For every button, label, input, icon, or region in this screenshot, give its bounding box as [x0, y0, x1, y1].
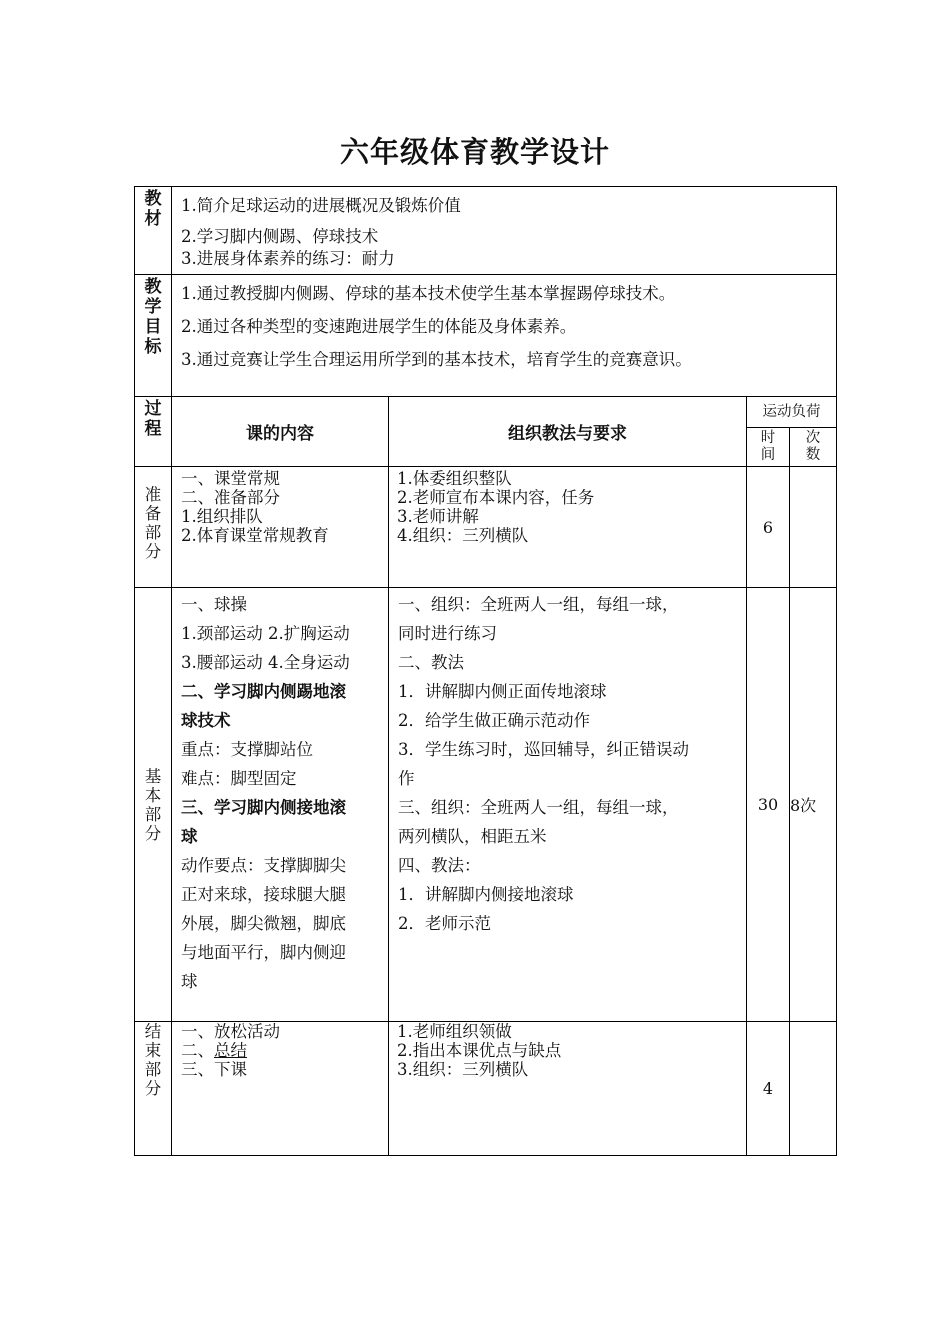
load-header: 运动负荷 — [747, 397, 837, 428]
method-line: 1．讲解脚内侧正面传地滚球 — [398, 682, 607, 701]
method-line: 1.体委组织整队 — [397, 469, 512, 488]
content-line: 1.组织排队 — [181, 507, 263, 526]
content-line: 一、课堂常规 — [181, 469, 280, 488]
method-line: 两列横队，相距五米 — [398, 827, 547, 846]
vertical-label: 结束部分 — [144, 1022, 162, 1098]
content-line: 一、放松活动 — [181, 1022, 280, 1041]
materials-label — [135, 187, 172, 275]
content-line: 3.腰部运动 4.全身运动 — [181, 653, 350, 672]
basic-count: 8次 — [790, 588, 837, 1022]
method-line: 3.老师讲解 — [397, 507, 479, 526]
content-line: 1.颈部运动 2.扩胸运动 — [181, 624, 350, 643]
content-line: 球 — [181, 972, 198, 991]
method-line: 1.老师组织领做 — [397, 1022, 512, 1041]
content-line: 一、球操 — [181, 595, 247, 614]
objective-item: 3.通过竞赛让学生合理运用所学到的基本技术，培育学生的竞赛意识。 — [181, 350, 692, 369]
objective-item: 2.通过各种类型的变速跑进展学生的体能及身体素养。 — [181, 317, 577, 336]
end-time: 4 — [747, 1022, 790, 1156]
count-header — [790, 428, 837, 467]
end-row — [135, 1022, 837, 1156]
content-line: 2.体育课堂常规教育 — [181, 526, 329, 545]
basic-label — [135, 588, 172, 1022]
materials-item: 2.学习脚内侧踢、停球技术 — [181, 227, 379, 246]
method-line: 2.老师宣布本课内容，任务 — [397, 488, 595, 507]
method-header: 组织教法与要求 — [389, 397, 747, 467]
page-title: 六年级体育教学设计 — [339, 135, 610, 169]
content-header: 课的内容 — [172, 397, 389, 467]
method-line: 3.组织：三列横队 — [397, 1060, 529, 1079]
method-line: 二、教法 — [398, 653, 464, 672]
content-line: 二、准备部分 — [181, 488, 280, 507]
method-line: 2．老师示范 — [398, 914, 491, 933]
method-line: 一、组织：全班两人一组，每组一球， — [398, 595, 679, 614]
objectives-row — [135, 275, 837, 397]
content-line: 难点：脚型固定 — [181, 769, 297, 788]
vertical-label: 基本部分 — [144, 766, 162, 843]
content-line: 与地面平行，脚内侧迎 — [181, 943, 346, 962]
content-line: 外展，脚尖微翘，脚底 — [181, 914, 346, 933]
content-line: 二、学习脚内侧踢地滚 — [181, 682, 346, 701]
method-line: 作 — [398, 769, 415, 788]
basic-content — [172, 588, 389, 1022]
time-header — [747, 428, 790, 467]
basic-row — [135, 588, 837, 1022]
summary-link[interactable]: 总结 — [214, 1041, 247, 1060]
materials-row — [135, 187, 837, 275]
end-count — [790, 1022, 837, 1156]
prep-content — [172, 467, 389, 588]
lesson-plan-table — [134, 186, 837, 1156]
content-line: 重点：支撑脚站位 — [181, 740, 313, 759]
vertical-label: 教学目标 — [144, 277, 162, 357]
end-content — [172, 1022, 389, 1156]
end-label — [135, 1022, 172, 1156]
materials-cell — [172, 187, 837, 275]
method-line: 同时进行练习 — [398, 624, 497, 643]
end-method — [389, 1022, 747, 1156]
header-row — [135, 397, 837, 428]
content-line: 三、下课 — [181, 1060, 247, 1079]
content-line: 球技术 — [181, 711, 231, 730]
objective-item: 1.通过教授脚内侧踢、停球的基本技术使学生基本掌握踢停球技术。 — [181, 284, 676, 303]
method-line: 1．讲解脚内侧接地滚球 — [398, 885, 574, 904]
content-line: 动作要点：支撑脚脚尖 — [181, 856, 346, 875]
basic-time: 30 — [747, 588, 790, 1022]
vertical-label: 准备部分 — [144, 485, 162, 561]
materials-item: 3.进展身体素养的练习：耐力 — [181, 249, 395, 268]
prep-method — [389, 467, 747, 588]
method-line: 四、教法： — [398, 856, 481, 875]
prep-row — [135, 467, 837, 588]
method-line: 3．学生练习时，巡回辅导，纠正错误动 — [398, 740, 689, 759]
basic-method — [389, 588, 747, 1022]
method-line: 三、组织：全班两人一组，每组一球， — [398, 798, 679, 817]
objectives-cell — [172, 275, 837, 397]
vertical-label: 次数 — [805, 430, 821, 463]
process-label — [135, 397, 172, 467]
objectives-label — [135, 275, 172, 397]
prep-time: 6 — [747, 467, 790, 588]
method-line: 2.指出本课优点与缺点 — [397, 1041, 562, 1060]
content-line: 球 — [181, 827, 198, 846]
materials-item: 1.简介足球运动的进展概况及锻炼价值 — [181, 196, 461, 215]
prep-count — [790, 467, 837, 588]
vertical-label: 过程 — [144, 399, 162, 439]
content-line: 二、总结 — [181, 1041, 247, 1060]
method-line: 2．给学生做正确示范动作 — [398, 711, 590, 730]
method-line: 4.组织：三列横队 — [397, 526, 529, 545]
vertical-label: 时间 — [760, 430, 776, 463]
content-line: 正对来球，接球腿大腿 — [181, 885, 346, 904]
prep-label — [135, 467, 172, 588]
content-line: 三、学习脚内侧接地滚 — [181, 798, 346, 817]
vertical-label: 教材 — [144, 189, 162, 229]
